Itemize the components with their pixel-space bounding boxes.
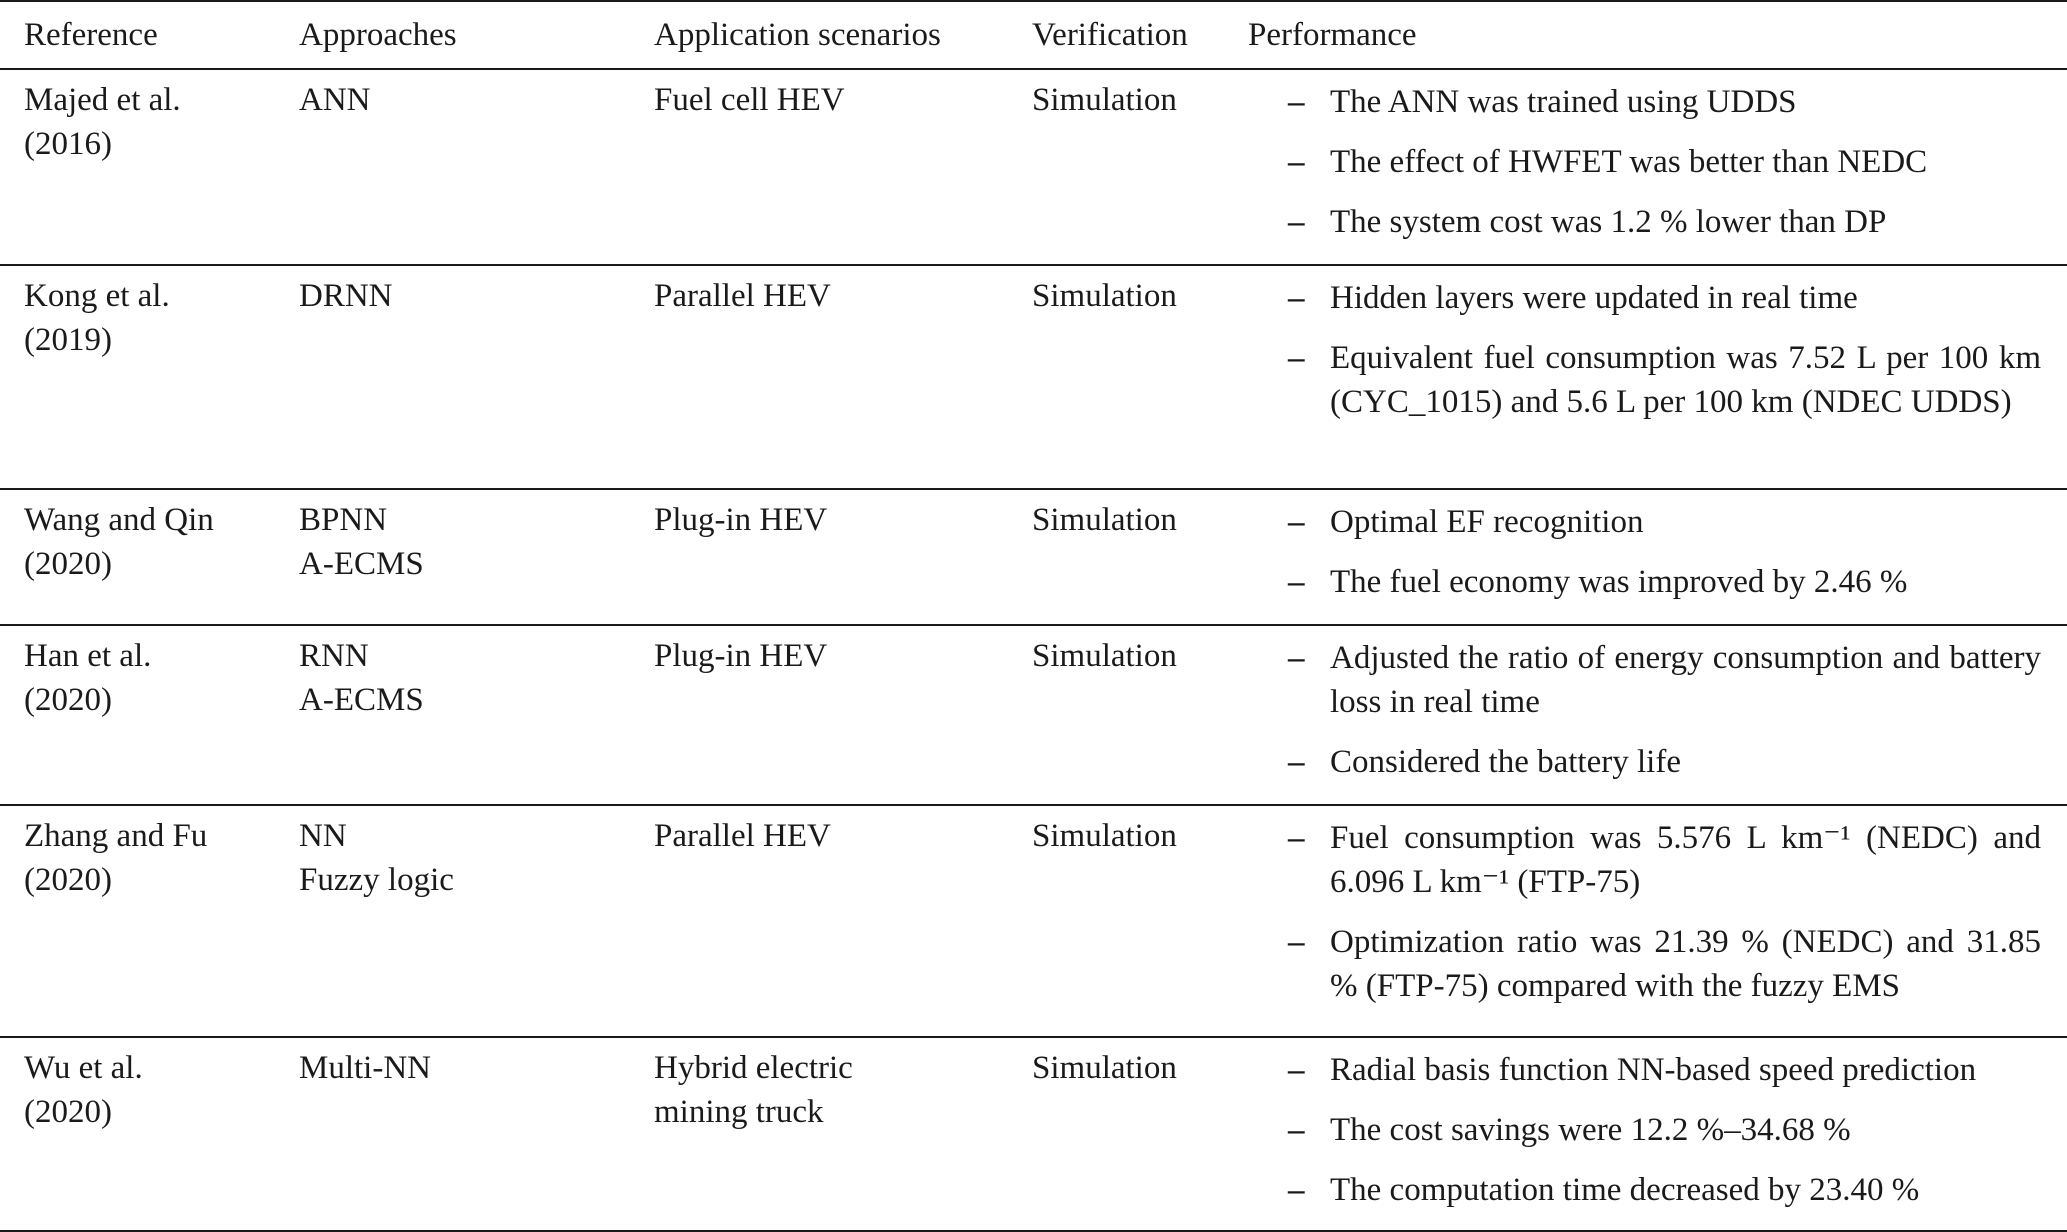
cell-approaches (275, 265, 630, 489)
cell-performance (1224, 625, 2067, 805)
cell-verification: Simulation (1032, 1050, 1177, 1086)
scenario-text: Parallel HEV (654, 818, 831, 854)
performance-item: – The fuel economy was improved by 2.46 % (1288, 560, 2041, 604)
performance-item: – Considered the battery life (1288, 740, 2041, 784)
performance-list (1288, 500, 2041, 604)
approach-item: Fuzzy logic (299, 862, 454, 898)
reference-authors: Wang and Qin (24, 502, 214, 538)
cell-verification: Simulation (1032, 278, 1177, 314)
cell-verification: Simulation (1032, 82, 1177, 118)
header-reference: Reference (24, 17, 158, 53)
cell-performance (1224, 69, 2067, 265)
approach-item: ANN (299, 82, 371, 118)
cell-reference (0, 625, 275, 805)
performance-item: – Optimization ratio was 21.39 % (NEDC) and 31.85 % (FTP-75) compared with the fuzzy EMS (1288, 920, 2041, 1008)
cell-performance (1224, 805, 2067, 1037)
reference-authors: Zhang and Fu (24, 818, 208, 854)
cell-approaches (275, 805, 630, 1037)
cell-scenario (630, 489, 1008, 625)
cell-scenario (630, 69, 1008, 265)
scenario-text: Plug-in HEV (654, 638, 828, 674)
reference-authors: Wu et al. (24, 1050, 143, 1086)
approach-item: BPNN (299, 502, 388, 538)
performance-item: – Radial basis function NN-based speed prediction (1288, 1048, 2041, 1092)
performance-item: – The system cost was 1.2 % lower than DP (1288, 200, 2041, 244)
cell-approaches (275, 625, 630, 805)
cell-performance (1224, 1037, 2067, 1231)
performance-list (1288, 80, 2041, 244)
reference-year: (2020) (24, 682, 112, 718)
cell-reference (0, 805, 275, 1037)
performance-item: – Fuel consumption was 5.576 L km⁻¹ (NEDC) and 6.096 L km⁻¹ (FTP-75) (1288, 816, 2041, 904)
reference-year: (2019) (24, 322, 112, 358)
performance-item: – Hidden layers were updated in real time (1288, 276, 2041, 320)
table-row (0, 69, 2067, 265)
reference-year: (2020) (24, 862, 112, 898)
reference-year: (2020) (24, 546, 112, 582)
reference-year: (2016) (24, 126, 112, 162)
header-approaches: Approaches (299, 17, 457, 53)
header-verification: Verification (1032, 17, 1188, 53)
cell-scenario (630, 805, 1008, 1037)
reference-authors: Majed et al. (24, 82, 181, 118)
table-row (0, 625, 2067, 805)
performance-item: – The effect of HWFET was better than NEDC (1288, 140, 2041, 184)
cell-reference (0, 1037, 275, 1231)
cell-reference (0, 265, 275, 489)
performance-item: – Equivalent fuel consumption was 7.52 L per 100 km (CYC_1015) and 5.6 L per 100 km (NDEC UDDS) (1288, 336, 2041, 424)
approach-item: A-ECMS (299, 546, 424, 582)
table-row (0, 489, 2067, 625)
performance-item: – Adjusted the ratio of energy consumption and battery loss in real time (1288, 636, 2041, 724)
performance-item: – The computation time decreased by 23.40 % (1288, 1168, 2041, 1212)
cell-approaches (275, 1037, 630, 1231)
table-row (0, 805, 2067, 1037)
cell-reference (0, 69, 275, 265)
table-header-row (0, 1, 2067, 69)
table-row (0, 265, 2067, 489)
approach-item: RNN (299, 638, 369, 674)
performance-item: – The ANN was trained using UDDS (1288, 80, 2041, 124)
cell-approaches (275, 69, 630, 265)
approach-item: Multi-NN (299, 1050, 431, 1086)
cell-scenario (630, 1037, 1008, 1231)
reference-year: (2020) (24, 1094, 112, 1130)
cell-scenario (630, 625, 1008, 805)
reference-authors: Han et al. (24, 638, 152, 674)
cell-scenario (630, 265, 1008, 489)
cell-performance (1224, 489, 2067, 625)
cell-verification: Simulation (1032, 502, 1177, 538)
performance-list (1288, 816, 2041, 1008)
approach-item: NN (299, 818, 347, 854)
performance-list (1288, 636, 2041, 784)
reference-authors: Kong et al. (24, 278, 170, 314)
scenario-text: Fuel cell HEV (654, 82, 845, 118)
scenario-text: Parallel HEV (654, 278, 831, 314)
performance-list (1288, 276, 2041, 424)
approach-item: DRNN (299, 278, 393, 314)
approach-item: A-ECMS (299, 682, 424, 718)
header-application-scenarios: Application scenarios (654, 17, 941, 53)
performance-list (1288, 1048, 2041, 1212)
performance-item: – The cost savings were 12.2 %–34.68 % (1288, 1108, 2041, 1152)
cell-verification: Simulation (1032, 818, 1177, 854)
table-row (0, 1037, 2067, 1231)
cell-verification: Simulation (1032, 638, 1177, 674)
cell-approaches (275, 489, 630, 625)
cell-reference (0, 489, 275, 625)
scenario-text: Plug-in HEV (654, 502, 828, 538)
scenario-text: mining truck (654, 1094, 824, 1130)
cell-performance (1224, 265, 2067, 489)
header-performance: Performance (1248, 17, 1417, 53)
scenario-text: Hybrid electric (654, 1050, 853, 1086)
performance-item: – Optimal EF recognition (1288, 500, 2041, 544)
